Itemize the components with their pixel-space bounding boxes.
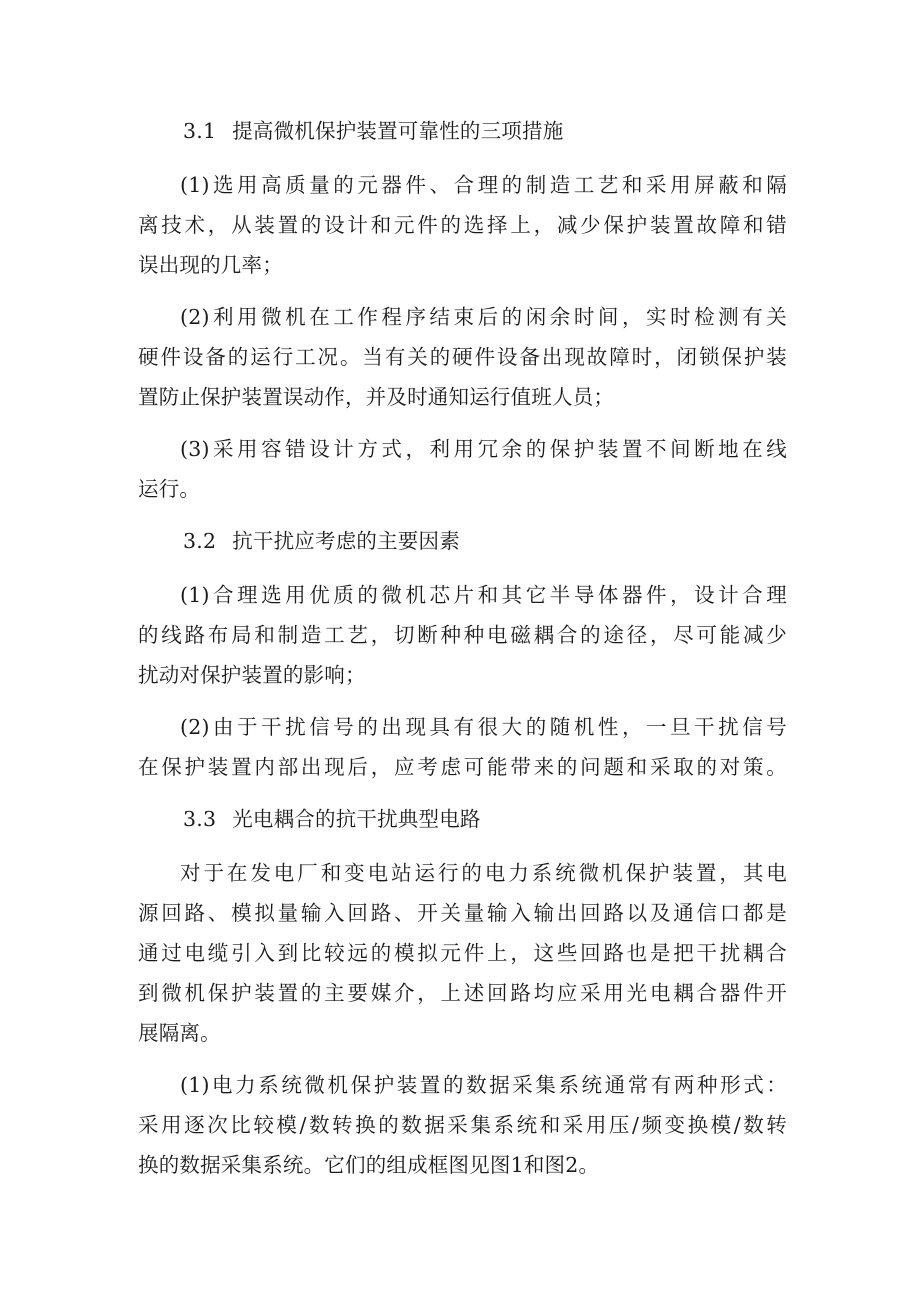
paragraph-line: 对于在发电厂和变电站运行的电力系统微机保护装置，其电: [180, 861, 787, 885]
section-heading-3-3: [183, 804, 481, 834]
section-number: 3.3: [183, 807, 217, 831]
paragraph-line: (3)采用容错设计方式，利用冗余的保护装置不间断地在线: [180, 437, 787, 461]
paragraph-line: 展隔离。: [138, 1021, 221, 1045]
paragraph-line: 采用逐次比较模/数转换的数据采集系统和采用压/频变换模/数转: [138, 1113, 787, 1137]
paragraph-line: 的线路布局和制造工艺，切断种种电磁耦合的途径，尽可能减少: [138, 623, 787, 647]
section-number: 3.2: [183, 529, 217, 553]
paragraph-line: 误出现的几率；: [138, 253, 283, 277]
paragraph-line: (1)选用高质量的元器件、合理的制造工艺和采用屏蔽和隔: [180, 173, 787, 197]
paragraph-line: 离技术，从装置的设计和元件的选择上，减少保护装置故障和错: [138, 213, 787, 237]
paragraph-line: 置防止保护装置误动作，并及时通知运行值班人员；: [138, 385, 615, 409]
paragraph-line: 通过电缆引入到比较远的模拟元件上，这些回路也是把干扰耦合: [138, 941, 787, 965]
paragraph-line: 源回路、模拟量输入回路、开关量输入输出回路以及通信口都是: [138, 901, 787, 925]
paragraph-line: 在保护装置内部出现后，应考虑可能带来的问题和采取的对策。: [138, 755, 787, 779]
section-title: 抗干扰应考虑的主要因素: [232, 529, 460, 553]
paragraph-line: (2)利用微机在工作程序结束后的闲余时间，实时检测有关: [180, 305, 787, 329]
paragraph-line: (1)合理选用优质的微机芯片和其它半导体器件，设计合理: [180, 583, 787, 607]
paragraph-line: 换的数据采集系统。它们的组成框图见图1和图2。: [138, 1153, 600, 1177]
section-heading-3-2: [183, 526, 460, 556]
section-heading-3-1: [183, 116, 563, 146]
paragraph-line: 扰动对保护装置的影响；: [138, 663, 366, 687]
paragraph-line: 到微机保护装置的主要媒介，上述回路均应采用光电耦合器件开: [138, 981, 787, 1005]
section-title: 提高微机保护装置可靠性的三项措施: [232, 119, 564, 143]
paragraph-line: 硬件设备的运行工况。当有关的硬件设备出现故障时，闭锁保护装: [138, 345, 787, 369]
paragraph-line: (1)电力系统微机保护装置的数据采集系统通常有两种形式：: [180, 1073, 787, 1097]
paragraph-line: (2)由于干扰信号的出现具有很大的随机性，一旦干扰信号: [180, 715, 787, 739]
section-title: 光电耦合的抗干扰典型电路: [232, 807, 481, 831]
section-number: 3.1: [183, 119, 217, 143]
paragraph-line: 运行。: [138, 477, 201, 501]
